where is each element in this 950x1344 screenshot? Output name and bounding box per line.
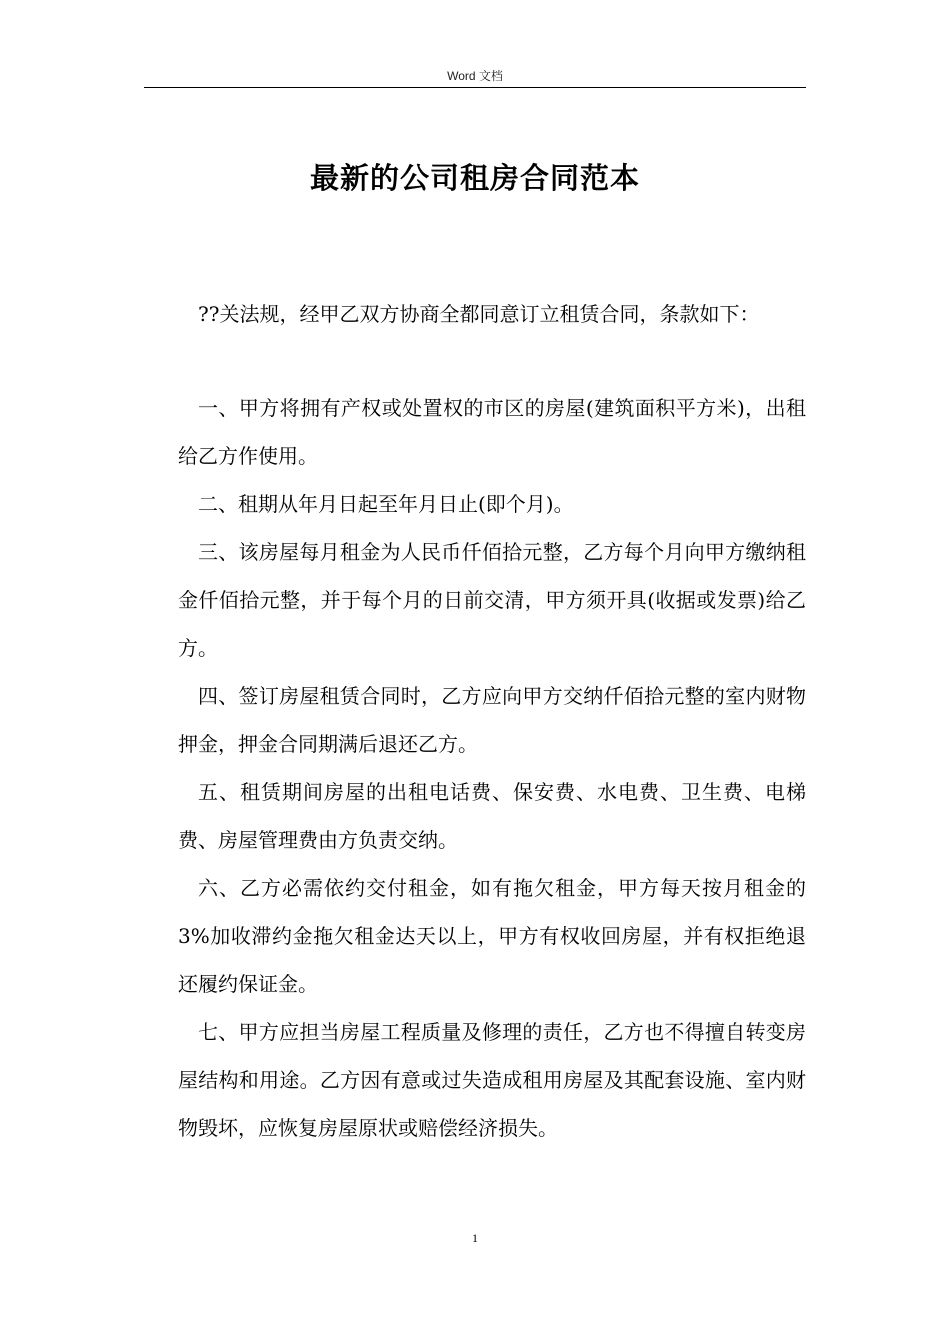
clause-paragraph-7: 七、甲方应担当房屋工程质量及修理的责任，乙方也不得擅自转变房屋结构和用途。乙方因有意或过失造成租用房屋及其配套设施、室内财物毁坏，应恢复房屋原状或赔偿经济损失。	[178, 1020, 806, 1140]
clause-paragraph-1: 一、甲方将拥有产权或处置权的市区的房屋(建筑面积平方米)，出租给乙方作使用。	[178, 396, 806, 468]
page-header-label: Word 文档	[447, 69, 503, 83]
clause-paragraph-3: 三、该房屋每月租金为人民币仟佰拾元整，乙方每个月向甲方缴纳租金仟佰拾元整，并于每个月的日前交清，甲方须开具(收据或发票)给乙方。	[178, 540, 806, 660]
document-title: 最新的公司租房合同范本	[309, 161, 640, 195]
intro-paragraph: ??关法规，经甲乙双方协商全都同意订立租赁合同，条款如下：	[198, 302, 760, 326]
clause-paragraph-4: 四、签订房屋租赁合同时，乙方应向甲方交纳仟佰拾元整的室内财物押金，押金合同期满后退还乙方。	[178, 684, 806, 756]
clause-paragraph-5: 五、租赁期间房屋的出租电话费、保安费、水电费、卫生费、电梯费、房屋管理费由方负责交纳。	[178, 780, 806, 852]
document-body	[178, 290, 806, 1152]
clause-paragraph-6: 六、乙方必需依约交付租金，如有拖欠租金，甲方每天按月租金的3%加收滞约金拖欠租金达天以上，甲方有权收回房屋，并有权拒绝退还履约保证金。	[178, 876, 806, 996]
clause-paragraph-2: 二、租期从年月日起至年月日止(即个月)。	[198, 492, 574, 516]
header-divider	[144, 87, 806, 88]
page-number: 1	[472, 1231, 478, 1245]
